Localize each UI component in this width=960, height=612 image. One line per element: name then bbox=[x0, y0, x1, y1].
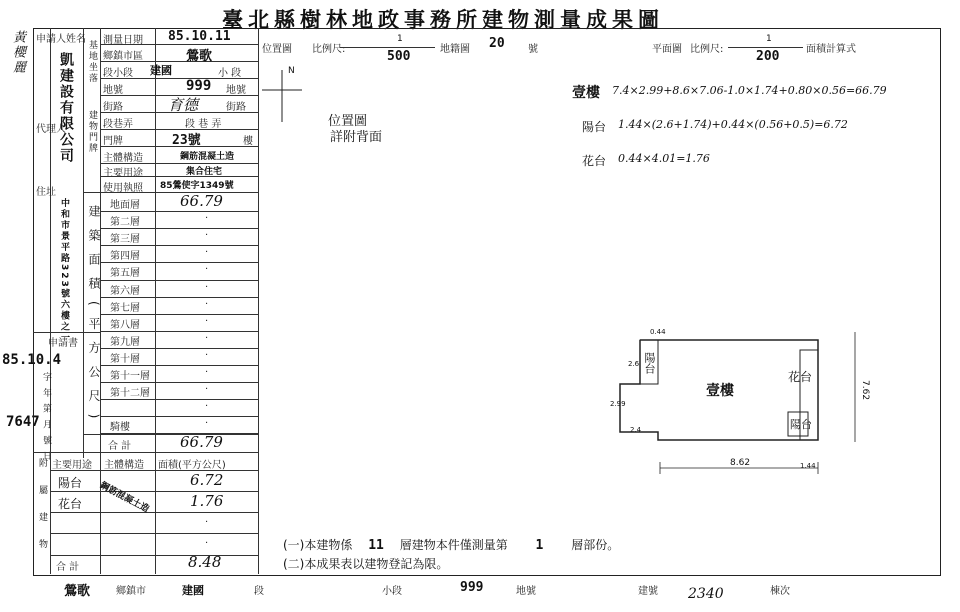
document-title: 臺北縣樹林地政事務所建物測量成果圖 bbox=[222, 8, 664, 32]
floor-area: · bbox=[205, 401, 209, 413]
section-value: 建國 bbox=[150, 64, 172, 77]
plan-dim-a: 0.44 bbox=[650, 328, 666, 336]
plan-room-planter: 花台 bbox=[788, 370, 813, 384]
floor-name: 第六層 bbox=[110, 285, 140, 297]
floor-name: 第十二層 bbox=[110, 388, 150, 400]
location-scale-num: 1 bbox=[397, 34, 403, 44]
land-no-value: 999 bbox=[186, 78, 212, 94]
plan-dim-d: 2.4 bbox=[630, 426, 642, 434]
calc-1-name: 壹樓 bbox=[572, 85, 600, 101]
note-floors-count: 11 bbox=[368, 538, 384, 553]
application-number: 7647 bbox=[6, 414, 40, 430]
floor-name: 地面層 bbox=[110, 200, 140, 211]
calc-3-name: 花台 bbox=[582, 154, 607, 168]
address-label: 住址 bbox=[36, 187, 56, 198]
annex-area: 6.72 bbox=[190, 471, 224, 489]
land-no-suffix: 地號 bbox=[226, 85, 246, 96]
application-date: 85.10.4 bbox=[2, 352, 62, 368]
lane-label: 段巷弄 bbox=[103, 119, 133, 130]
town-value: 鶯歌 bbox=[186, 49, 213, 64]
floor-area: · bbox=[205, 247, 209, 259]
annex-area: · bbox=[205, 538, 209, 549]
footer-subsection-label: 小段 bbox=[382, 586, 402, 597]
annex-area: 1.76 bbox=[190, 492, 224, 510]
door-suffix: 樓 bbox=[243, 136, 253, 147]
note-2: (二)本成果表以建物登記為限。 bbox=[283, 557, 449, 571]
plan-dim-b: 2.6 bbox=[628, 360, 640, 368]
note-surveyed-floor: 1 bbox=[535, 538, 544, 553]
floor-name: 第八層 bbox=[110, 319, 140, 331]
applicant-name: 凱建設有限公司 bbox=[58, 52, 74, 164]
street-label: 街路 bbox=[103, 102, 123, 113]
floor-area: · bbox=[205, 281, 209, 293]
location-scale: 500 bbox=[387, 49, 411, 64]
agent-label: 代理人 bbox=[36, 124, 66, 135]
plan-room-balcony: 陽台 bbox=[643, 352, 656, 374]
floor-name: 第七層 bbox=[110, 302, 140, 314]
door-label: 門牌 bbox=[103, 136, 123, 147]
floor-area: · bbox=[205, 367, 209, 378]
footer-land-label: 地號 bbox=[516, 586, 536, 597]
annex-total: 8.48 bbox=[188, 553, 222, 571]
annex-label: 附屬建物 bbox=[37, 458, 47, 566]
location-scale-label: 比例尺: bbox=[312, 44, 346, 55]
survey-date-label: 測量日期 bbox=[103, 35, 143, 46]
location-note-2: 詳附背面 bbox=[330, 130, 383, 145]
plan-calc-label: 面積計算式 bbox=[806, 44, 856, 55]
structure-value: 鋼筋混凝土造 bbox=[180, 152, 235, 162]
site-label: 基地坐落 bbox=[87, 40, 97, 84]
floor-area: · bbox=[205, 230, 209, 242]
street-suffix: 街路 bbox=[226, 102, 246, 113]
footer-page-label: 棟次 bbox=[770, 586, 790, 597]
note-1-post: 層部份。 bbox=[571, 538, 620, 552]
footer-building-label: 建號 bbox=[638, 586, 658, 597]
floor-name: 第三層 bbox=[110, 234, 140, 246]
annex-header-use: 主要用途 bbox=[52, 460, 92, 471]
floor-area: · bbox=[205, 264, 209, 276]
sheet-label: 地籍圖 bbox=[440, 44, 470, 55]
plan-dim-right: 7.62 bbox=[860, 380, 870, 401]
total-area: 66.79 bbox=[180, 433, 223, 451]
plan-dim-bottom: 8.62 bbox=[730, 458, 751, 468]
annex-total-label: 合 計 bbox=[56, 562, 80, 573]
footer-building-no: 2340 bbox=[688, 586, 724, 602]
floor-name: 第十層 bbox=[110, 353, 140, 365]
calc-3-formula: 0.44×4.01=1.76 bbox=[618, 152, 710, 165]
annex-structure-stamp: 鋼筋混凝土造 bbox=[98, 480, 151, 515]
plan-scale: 200 bbox=[756, 49, 780, 64]
annex-header-area: 面積(平方公尺) bbox=[158, 460, 226, 471]
sheet-suffix: 號 bbox=[528, 44, 538, 55]
north-label: N bbox=[288, 66, 295, 76]
applicant-label: 申請人姓名 bbox=[36, 34, 86, 45]
license-value: 85鶯使字1349號 bbox=[160, 181, 234, 191]
location-note-1: 位置圖 bbox=[328, 114, 368, 129]
floor-name: 第二層 bbox=[110, 217, 140, 229]
plan-label: 平面圖 bbox=[652, 44, 682, 55]
floor-area: · bbox=[205, 349, 209, 361]
calc-2-name: 陽台 bbox=[582, 120, 607, 134]
footer-town-label: 鄉鎮市 bbox=[116, 586, 146, 597]
usage-label: 主要用途 bbox=[103, 168, 143, 179]
note-1-mid: 層建物本件僅測量第 bbox=[399, 538, 508, 552]
agent-name: 黃櫻麗 bbox=[10, 30, 25, 75]
plan-room-balcony-2: 陽台 bbox=[790, 418, 812, 431]
door-value: 23號 bbox=[172, 133, 201, 148]
footer-section: 建國 bbox=[182, 584, 204, 597]
street-value: 育德 bbox=[168, 96, 199, 114]
footer-land-no: 999 bbox=[460, 580, 484, 595]
lane-value: 段 巷 弄 bbox=[185, 119, 222, 130]
floor-name: 第九層 bbox=[110, 336, 140, 348]
plan-dim-e: 1.44 bbox=[800, 462, 816, 470]
floor-name: 第五層 bbox=[110, 268, 140, 280]
annex-area: · bbox=[205, 517, 209, 528]
plan-dim-c: 2.99 bbox=[610, 400, 626, 408]
floor-name: 第四層 bbox=[110, 251, 140, 263]
floor-area: · bbox=[205, 213, 209, 225]
plan-scale-num: 1 bbox=[766, 34, 772, 44]
location-map-label: 位置圖 bbox=[262, 44, 292, 55]
structure-label: 主體構造 bbox=[103, 153, 143, 164]
annex-header-structure: 主體構造 bbox=[104, 460, 144, 471]
sheet-no: 20 bbox=[489, 36, 505, 51]
annex-use: 花台 bbox=[58, 497, 83, 511]
floors-label: 建築面積(平方公尺) bbox=[87, 205, 101, 431]
application-number-label: 字 年 第 月 號 日 bbox=[41, 372, 51, 463]
note-1 bbox=[283, 536, 619, 553]
total-label: 合 計 bbox=[108, 441, 132, 452]
floor-area: · bbox=[205, 384, 209, 396]
plan-room-main: 壹樓 bbox=[706, 383, 734, 399]
land-no-label: 地號 bbox=[103, 85, 123, 96]
calc-2-formula: 1.44×(2.6+1.74)+0.44×(0.56+0.5)=6.72 bbox=[618, 118, 848, 131]
floor-area: 66.79 bbox=[180, 192, 223, 210]
footer-section-label: 段 bbox=[254, 586, 264, 597]
plan-scale-label: 比例尺: bbox=[690, 44, 724, 55]
license-label: 使用執照 bbox=[103, 183, 143, 194]
section-label: 段小段 bbox=[103, 68, 133, 79]
floor-name: 騎樓 bbox=[110, 422, 130, 434]
town-label: 鄉鎮市區 bbox=[103, 51, 143, 62]
application-doc-label: 申請書 bbox=[48, 338, 78, 349]
floor-area: · bbox=[205, 315, 209, 327]
door-group-label: 建物門牌 bbox=[87, 110, 97, 154]
survey-date: 85.10.11 bbox=[168, 29, 231, 44]
floor-area: · bbox=[205, 418, 209, 430]
note-1-pre: (一)本建物係 bbox=[283, 538, 353, 552]
calc-1-formula: 7.4×2.99+8.6×7.06-1.0×1.74+0.80×0.56=66.79 bbox=[612, 84, 887, 97]
floor-area: · bbox=[205, 332, 209, 344]
annex-use: 陽台 bbox=[58, 476, 83, 490]
subsection-label: 小 段 bbox=[218, 68, 242, 79]
footer-town: 鶯歌 bbox=[64, 584, 91, 599]
applicant-address: 中和市景平路323號六樓之一 bbox=[59, 198, 69, 344]
floor-area: · bbox=[205, 298, 209, 310]
floor-name: 第十一層 bbox=[110, 371, 150, 382]
usage-value: 集合住宅 bbox=[186, 167, 223, 177]
north-arrow-icon bbox=[262, 62, 302, 122]
